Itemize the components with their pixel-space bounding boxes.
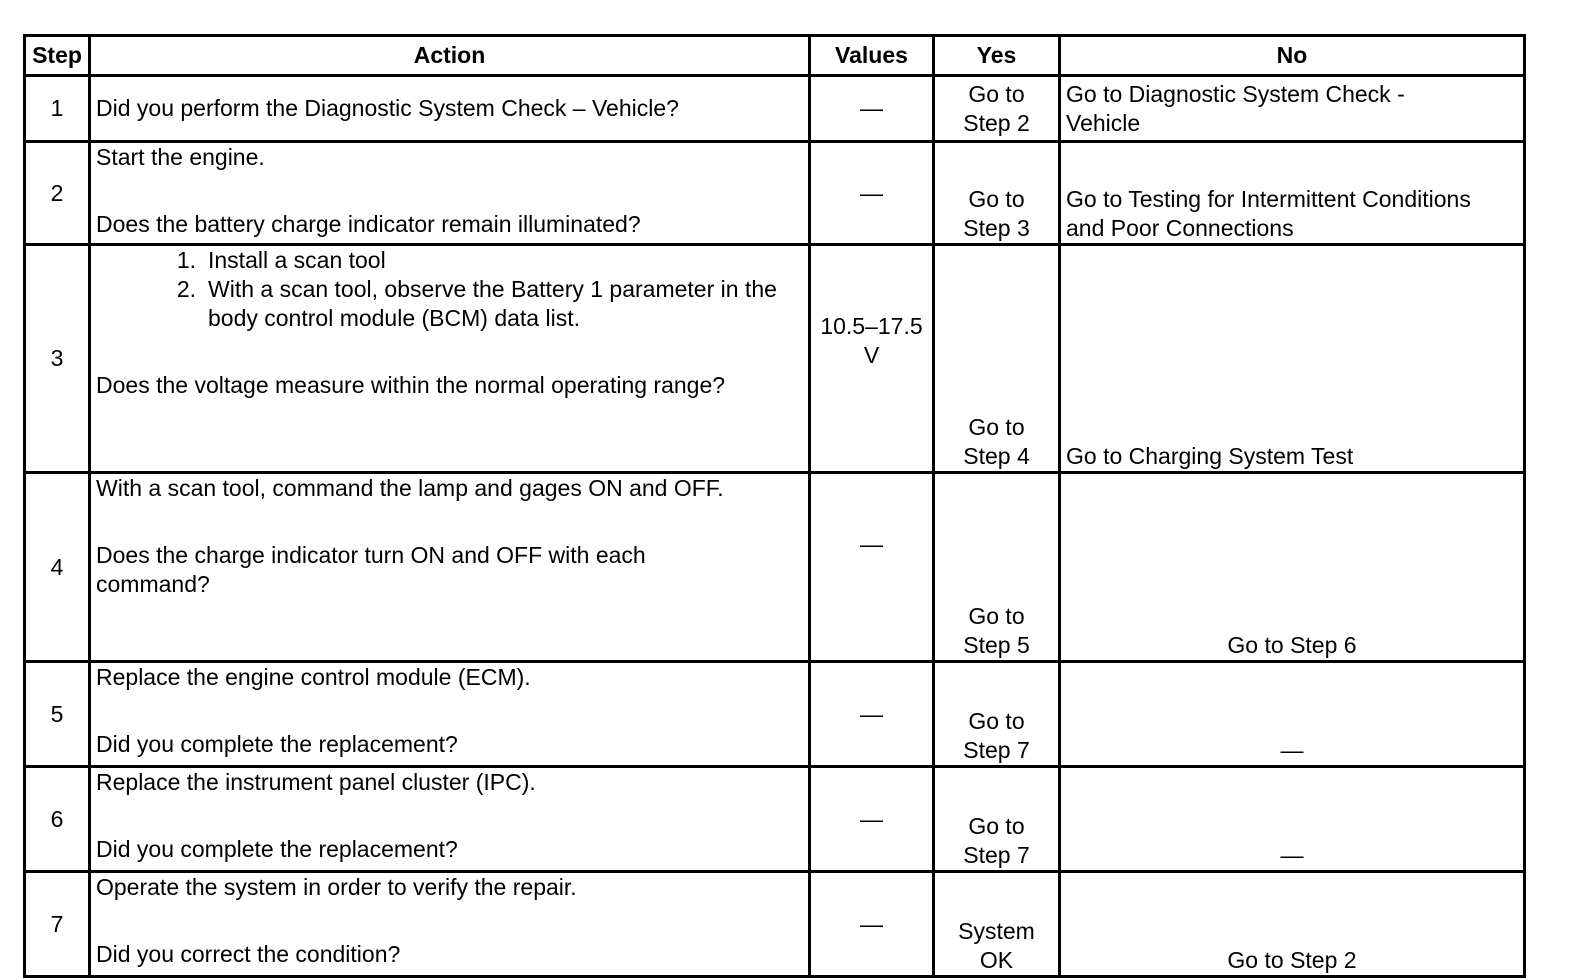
action-cell <box>90 76 810 142</box>
yes-line: Step 7 <box>963 842 1030 868</box>
action-cell <box>90 662 810 767</box>
values-cell: — <box>810 767 934 872</box>
yes-line: Go to <box>968 813 1025 839</box>
header-action: Action <box>90 36 810 76</box>
action-instruction: Replace the engine control module (ECM). <box>96 664 531 690</box>
substep-item: 2. With a scan tool, observe the Battery 1 parameter in the body control module (BCM) data list. <box>196 275 803 333</box>
action-question: command? <box>96 571 210 597</box>
yes-cell <box>934 473 1060 662</box>
yes-line: Step 5 <box>963 632 1030 658</box>
yes-line: Go to <box>968 414 1025 440</box>
yes-cell <box>934 76 1060 142</box>
table-row <box>25 142 1525 245</box>
step-number: 5 <box>25 662 90 767</box>
step-number: 6 <box>25 767 90 872</box>
values-line: V <box>863 342 880 368</box>
no-line: Go to Step 2 <box>1227 947 1357 973</box>
diagnostic-table <box>23 34 1526 978</box>
step-number: 2 <box>25 142 90 245</box>
action-instruction: Start the engine. <box>96 144 265 170</box>
yes-cell <box>934 767 1060 872</box>
no-cell <box>1060 473 1525 662</box>
action-question: Did you complete the replacement? <box>96 836 458 862</box>
yes-cell <box>934 245 1060 473</box>
yes-line: Go to <box>968 186 1025 212</box>
step-number: 1 <box>25 76 90 142</box>
step-number: 7 <box>25 872 90 977</box>
header-step: Step <box>25 36 90 76</box>
no-cell <box>1060 872 1525 977</box>
action-instruction: With a scan tool, command the lamp and gages ON and OFF. <box>96 475 724 501</box>
yes-line: System <box>958 918 1035 944</box>
action-question: Did you correct the condition? <box>96 941 401 967</box>
yes-line: Go to <box>968 708 1025 734</box>
no-line: — <box>1280 842 1304 868</box>
step-number: 3 <box>25 245 90 473</box>
no-line: — <box>1280 737 1304 763</box>
action-question: Did you perform the Diagnostic System Check – Vehicle? <box>96 95 679 121</box>
yes-cell <box>934 872 1060 977</box>
action-cell <box>90 245 810 473</box>
yes-line: Step 7 <box>963 737 1030 763</box>
yes-line: Step 4 <box>963 443 1030 469</box>
no-line: Go to Diagnostic System Check - <box>1066 80 1405 107</box>
values-cell: — <box>810 473 934 662</box>
no-cell <box>1060 245 1525 473</box>
yes-line: Step 2 <box>963 109 1030 136</box>
action-question: Does the battery charge indicator remain illuminated? <box>96 211 641 237</box>
values-line: 10.5–17.5 <box>820 313 923 339</box>
no-cell <box>1060 76 1525 142</box>
action-cell <box>90 767 810 872</box>
no-cell <box>1060 142 1525 245</box>
header-yes: Yes <box>934 36 1060 76</box>
action-cell <box>90 872 810 977</box>
table-row <box>25 767 1525 872</box>
header-no: No <box>1060 36 1525 76</box>
table-row <box>25 473 1525 662</box>
yes-line: OK <box>979 947 1014 973</box>
header-values: Values <box>810 36 934 76</box>
substep-list <box>96 246 803 333</box>
no-cell <box>1060 662 1525 767</box>
yes-line: Step 3 <box>963 215 1030 241</box>
action-cell <box>90 473 810 662</box>
no-line: Go to Testing for Intermittent Conditions <box>1066 186 1471 212</box>
yes-cell <box>934 142 1060 245</box>
no-line: Go to Charging System Test <box>1066 443 1354 469</box>
no-cell <box>1060 767 1525 872</box>
no-line: Go to Step 6 <box>1227 632 1357 658</box>
values-cell: — <box>810 142 934 245</box>
values-cell: — <box>810 872 934 977</box>
action-question: Does the charge indicator turn ON and OFF with each <box>96 542 646 568</box>
yes-line: Go to <box>968 80 1025 107</box>
table-row <box>25 76 1525 142</box>
values-cell: — <box>810 662 934 767</box>
yes-line: Go to <box>968 603 1025 629</box>
table-row <box>25 662 1525 767</box>
action-question: Does the voltage measure within the normal operating range? <box>96 372 726 398</box>
values-cell: — <box>810 76 934 142</box>
table-row <box>25 245 1525 473</box>
yes-cell <box>934 662 1060 767</box>
step-number: 4 <box>25 473 90 662</box>
action-instruction: Operate the system in order to verify the repair. <box>96 874 577 900</box>
action-instruction: Replace the instrument panel cluster (IPC). <box>96 769 536 795</box>
action-question: Did you complete the replacement? <box>96 731 458 757</box>
substep-item: 1. Install a scan tool <box>196 246 803 275</box>
no-line: Vehicle <box>1066 109 1141 136</box>
no-line: and Poor Connections <box>1066 215 1294 241</box>
action-cell <box>90 142 810 245</box>
values-cell <box>810 245 934 473</box>
table-row <box>25 872 1525 977</box>
header-row <box>25 36 1525 76</box>
